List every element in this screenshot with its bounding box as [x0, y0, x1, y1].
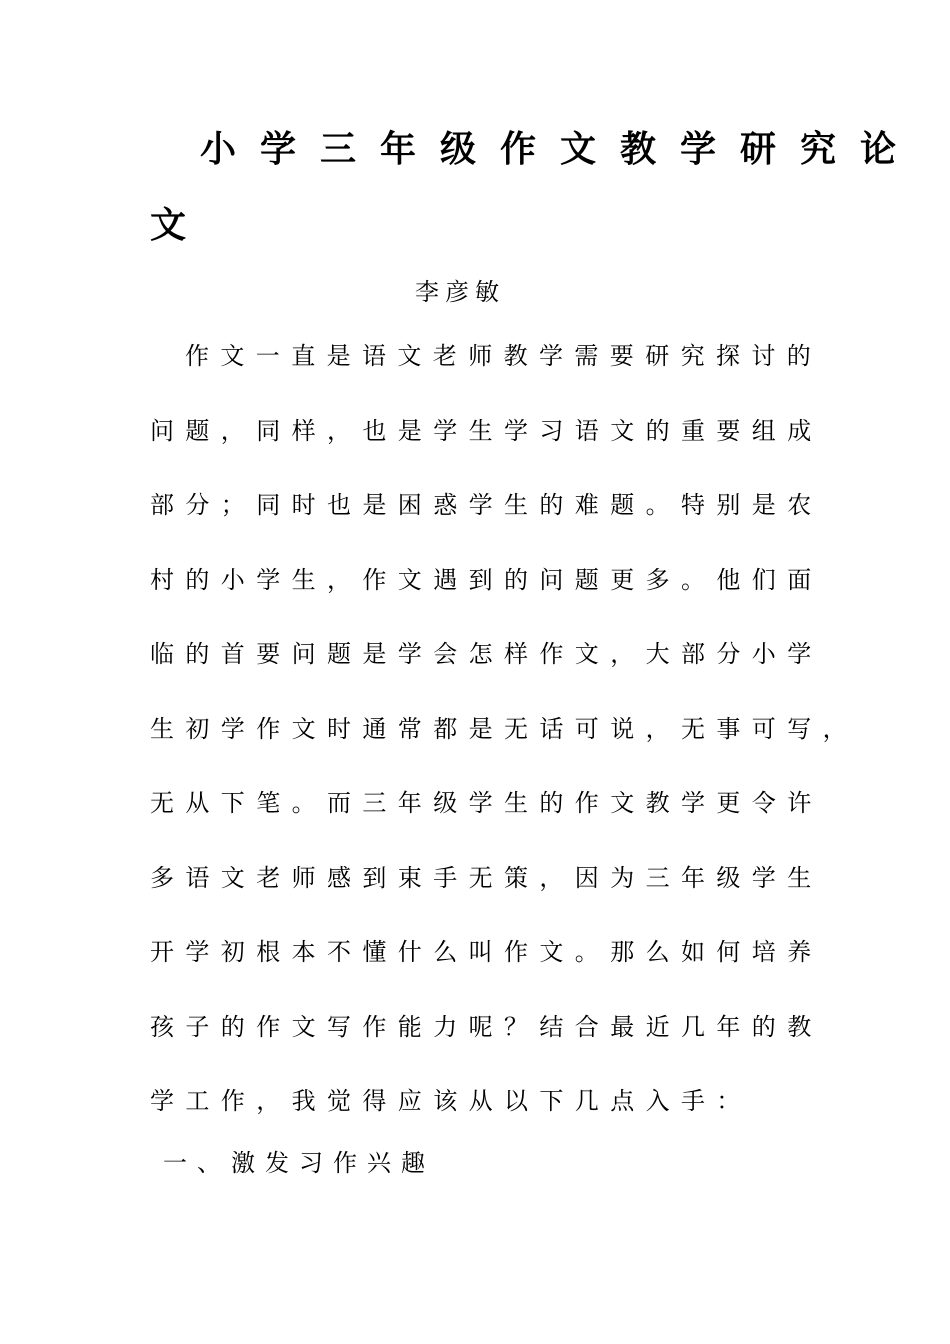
paragraph-line: 作文一直是语文老师教学需要研究探讨的: [185, 342, 823, 370]
paragraph-line: 村的小学生，作文遇到的问题更多。他们面: [150, 566, 823, 594]
document-title-line-1: 小学三年级作文教学研究论: [200, 129, 921, 170]
paragraph-line: 临的首要问题是学会怎样作文，大部分小学: [150, 640, 823, 668]
paragraph-line: 孩子的作文写作能力呢？结合最近几年的教: [150, 1013, 823, 1041]
paragraph-line: 开学初根本不懂什么叫作文。那么如何培养: [150, 938, 823, 966]
section-heading: 一、激发习作兴趣: [163, 1149, 435, 1177]
document-title-line-2: 文: [150, 205, 211, 246]
paragraph-line: 学工作，我觉得应该从以下几点入手：: [150, 1087, 752, 1115]
author-name: 李彦敏: [415, 278, 505, 306]
paragraph-line: 生初学作文时通常都是无话可说，无事可写，: [150, 715, 858, 743]
paragraph-line: 多语文老师感到束手无策，因为三年级学生: [150, 864, 823, 892]
paragraph-line: 问题，同样，也是学生学习语文的重要组成: [150, 417, 823, 445]
paragraph-line: 部分；同时也是困惑学生的难题。特别是农: [150, 491, 823, 519]
paragraph-line: 无从下笔。而三年级学生的作文教学更令许: [150, 789, 823, 817]
